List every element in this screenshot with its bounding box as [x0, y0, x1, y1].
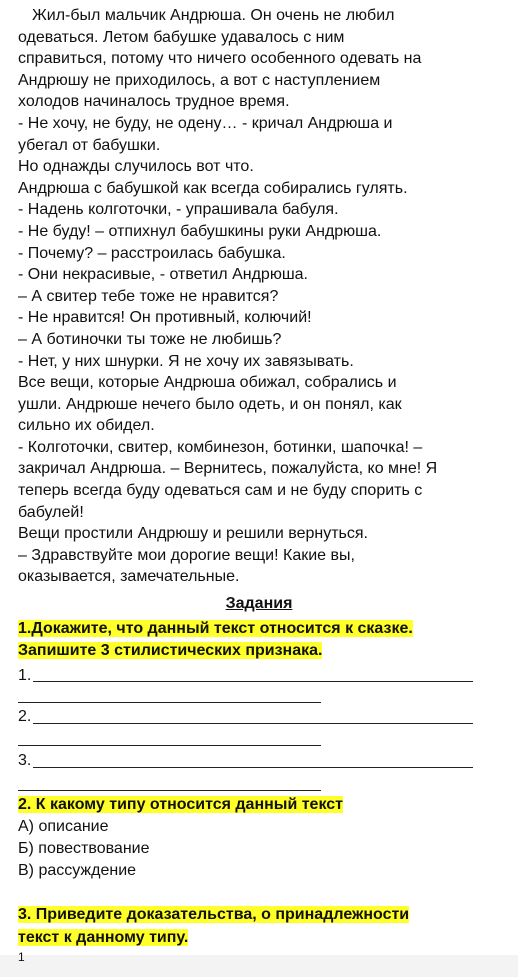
- story-line: одеваться. Летом бабушке удавалось с ним: [18, 28, 345, 46]
- tasks-heading: Задания: [225, 595, 293, 612]
- answer-line-2b[interactable]: [18, 745, 321, 746]
- story-line: сильно их обидел.: [18, 417, 155, 435]
- task2-option-a: А) описание: [18, 818, 109, 835]
- task2-highlight: 2. К какому типу относится данный текст: [18, 796, 343, 813]
- task3-highlight: текст к данному типу.: [18, 929, 189, 946]
- task2-question: [18, 794, 343, 815]
- story-line: - Не буду! – отпихнул бабушкины руки Андрюша.: [18, 222, 382, 240]
- story-line: – Здравствуйте мои дорогие вещи! Какие вы,: [18, 546, 355, 564]
- story-line: - Колготочки, свитер, комбинезон, ботинки, шапочка! –: [18, 438, 423, 456]
- answer-line-3b[interactable]: [18, 790, 321, 791]
- task2-option-b: Б) повествование: [18, 840, 150, 857]
- task1-highlight: Запишите 3 стилистических признака.: [18, 642, 323, 659]
- story-line: оказывается, замечательные.: [18, 568, 240, 586]
- task1-highlight: 1.Докажите, что данный текст относится к сказке.: [18, 620, 413, 637]
- story-text: [18, 5, 513, 588]
- story-line: – А свитер тебе тоже не нравится?: [18, 287, 279, 305]
- task3-title-line2: [18, 927, 188, 948]
- story-line: справиться, потому что ничего особенного одевать на: [18, 50, 422, 68]
- story-line: Андрюшу не приходилось, а вот с наступлением: [18, 71, 381, 89]
- answer-label-3: 3.: [18, 752, 32, 769]
- bottom-strip: [0, 955, 518, 977]
- story-line: теперь всегда буду одеваться сам и не буду спорить с: [18, 482, 423, 500]
- story-line: убегал от бабушки.: [18, 136, 161, 154]
- answer-line-3a[interactable]: [33, 767, 473, 768]
- story-line: Но однажды случилось вот что.: [18, 158, 254, 176]
- answer-line-1b[interactable]: [18, 702, 321, 703]
- story-line: - Почему? – расстроилась бабушка.: [18, 244, 286, 262]
- answer-line-2a[interactable]: [33, 723, 473, 724]
- story-line: Все вещи, которые Андрюша обижал, собрались и: [18, 374, 397, 392]
- story-line: - Нет, у них шнурки. Я не хочу их завязывать.: [18, 352, 354, 370]
- story-line: Жил-был мальчик Андрюша. Он очень не любил: [32, 7, 395, 24]
- story-line: холодов начиналось трудное время.: [18, 93, 290, 111]
- task1-title-line2: [18, 640, 322, 661]
- story-line: - Они некрасивые, - ответил Андрюша.: [18, 266, 308, 284]
- task1-title-line1: [18, 618, 413, 639]
- answer-label-2: 2.: [18, 708, 32, 725]
- answer-label-1: 1.: [18, 667, 32, 684]
- story-line: – А ботиночки ты тоже не любишь?: [18, 330, 282, 348]
- story-line: - Не хочу, не буду, не одену… - кричал Андрюша и: [18, 114, 393, 132]
- story-line: Вещи простили Андрюшу и решили вернуться.: [18, 525, 368, 543]
- story-line: закричал Андрюша. – Вернитесь, пожалуйста, ко мне! Я: [18, 460, 438, 478]
- task3-highlight: 3. Приведите доказательства, о принадлежности: [18, 906, 410, 923]
- story-line: - Надень колготочки, - упрашивала бабуля.: [18, 201, 339, 219]
- answer-line-1a[interactable]: [33, 681, 473, 682]
- task3-answer-number: 1: [18, 950, 25, 964]
- story-line: - Не нравится! Он противный, колючий!: [18, 309, 312, 327]
- story-line: бабулей!: [18, 503, 84, 521]
- story-line: ушли. Андрюше нечего было одеть, и он понял, как: [18, 395, 402, 413]
- story-line: Андрюша с бабушкой как всегда собирались гулять.: [18, 179, 408, 197]
- task3-title-line1: [18, 904, 409, 925]
- task2-option-c: В) рассуждение: [18, 862, 137, 879]
